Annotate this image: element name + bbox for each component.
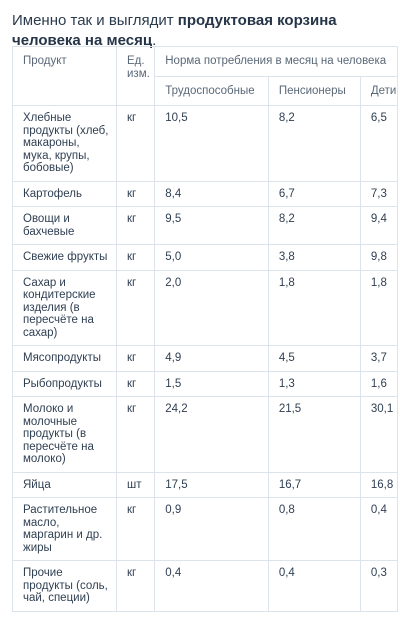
cell-unit: кг [117,245,155,271]
cell-pensioners: 16,7 [268,472,360,498]
cell-product: Растительное масло, маргарин и др. жиры [13,498,117,561]
header-unit: Ед. изм. [117,47,155,106]
next-paragraph-fragment [12,632,392,642]
header-product: Продукт [13,47,117,106]
consumer-basket-table-container [12,46,398,612]
cell-unit: кг [117,561,155,612]
table-body [13,106,398,612]
cell-working: 4,9 [155,346,269,372]
consumer-basket-table [12,46,398,612]
cell-unit: кг [117,498,155,561]
cell-pensioners: 3,8 [268,245,360,271]
cell-pensioners: 8,2 [268,207,360,245]
intro-suffix: . [152,32,157,49]
table-row [13,181,398,207]
table-row [13,106,398,182]
cell-product: Овощи и бахчевые [13,207,117,245]
cell-children: 3,7 [360,346,397,372]
header-pensioners: Пенсионеры [268,76,360,106]
table-row [13,498,398,561]
cell-product: Молоко и молочные продукты (в пересчёте на молоко) [13,397,117,473]
cell-children: 30,1 [360,397,397,473]
cell-product: Мясопродукты [13,346,117,372]
cell-children: 1,6 [360,371,397,397]
cell-product: Яйца [13,472,117,498]
table-row [13,245,398,271]
header-children: Дети [360,76,397,106]
cell-unit: кг [117,106,155,182]
cell-pensioners: 8,2 [268,106,360,182]
cell-children: 16,8 [360,472,397,498]
intro-prefix: Именно так и выглядит [12,12,178,29]
cell-product: Свежие фрукты [13,245,117,271]
table-row [13,472,398,498]
cell-unit: кг [117,181,155,207]
cell-children: 1,8 [360,270,397,346]
cell-children: 0,3 [360,561,397,612]
cell-working: 2,0 [155,270,269,346]
header-norm: Норма потребления в месяц на человека [155,47,398,77]
cell-unit: кг [117,207,155,245]
table-row [13,207,398,245]
cell-pensioners: 0,8 [268,498,360,561]
cell-unit: кг [117,371,155,397]
cell-pensioners: 1,3 [268,371,360,397]
cell-unit: кг [117,346,155,372]
cell-pensioners: 6,7 [268,181,360,207]
cell-product: Рыбопродукты [13,371,117,397]
table-header-row [13,47,398,77]
cell-pensioners: 4,5 [268,346,360,372]
cell-unit: шт [117,472,155,498]
cell-working: 0,4 [155,561,269,612]
cell-product: Картофель [13,181,117,207]
cell-children: 7,3 [360,181,397,207]
cell-working: 1,5 [155,371,269,397]
table-row [13,397,398,473]
cell-pensioners: 21,5 [268,397,360,473]
cell-working: 9,5 [155,207,269,245]
cell-working: 24,2 [155,397,269,473]
cell-working: 5,0 [155,245,269,271]
cell-pensioners: 0,4 [268,561,360,612]
cell-working: 0,9 [155,498,269,561]
cell-working: 8,4 [155,181,269,207]
cell-product: Сахар и кондитерские изделия (в пересчёте на сахар) [13,270,117,346]
cell-children: 0,4 [360,498,397,561]
header-working: Трудоспособные [155,76,269,106]
intro-paragraph [12,11,392,51]
cell-unit: кг [117,397,155,473]
cell-working: 17,5 [155,472,269,498]
cell-unit: кг [117,270,155,346]
table-row [13,346,398,372]
cell-working: 10,5 [155,106,269,182]
intro-bold: продуктовая корзина человека на месяц [12,12,337,49]
table-row [13,270,398,346]
table-row [13,371,398,397]
table-row [13,561,398,612]
cell-children: 9,8 [360,245,397,271]
cell-pensioners: 1,8 [268,270,360,346]
cell-product: Прочие продукты (соль, чай, специи) [13,561,117,612]
cell-children: 9,4 [360,207,397,245]
cell-children: 6,5 [360,106,397,182]
cell-product: Хлебные продукты (хлеб, макароны, мука, крупы, бобовые) [13,106,117,182]
